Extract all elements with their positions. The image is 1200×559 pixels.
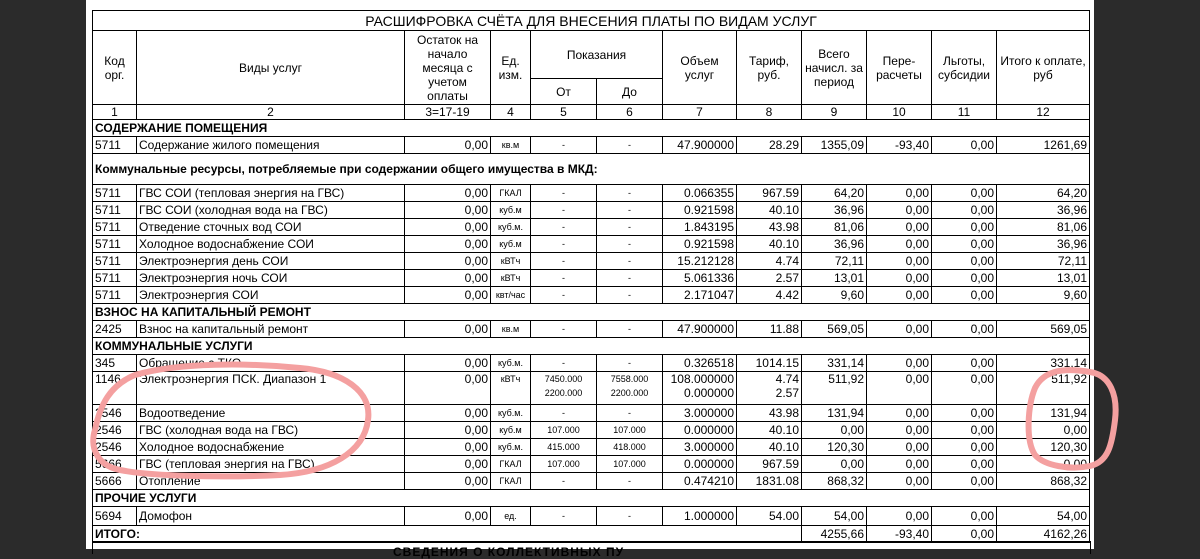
benefit-cell: 0,00 <box>932 137 997 154</box>
benefit-cell: 0,00 <box>932 355 997 372</box>
to-pay-cell: 511,92 <box>997 372 1090 405</box>
tariff-cell: 2.57 <box>737 270 802 287</box>
header-unit: Ед. изм. <box>491 31 531 105</box>
to-pay-cell: 868,32 <box>997 473 1090 490</box>
benefit-cell: 0,00 <box>932 219 997 236</box>
reading-to-line-2: 2200.000 <box>610 388 649 398</box>
column-number: 2 <box>137 105 405 120</box>
balance-cell: 0,00 <box>405 456 491 473</box>
volume-cell: 0.326518 <box>663 355 737 372</box>
service-name: ГВС (холодная вода на ГВС) <box>137 422 405 439</box>
unit-cell: квт/час <box>491 287 531 304</box>
table-row <box>93 355 1090 372</box>
reading-to: - <box>597 253 663 270</box>
reading-from: - <box>531 253 597 270</box>
benefit-cell: 0,00 <box>932 372 997 405</box>
service-name: Водоотведение <box>137 405 405 422</box>
reading-from-line-1: 7450.000 <box>544 374 583 384</box>
header-readings: Показания <box>531 31 663 79</box>
header-from: От <box>531 79 597 105</box>
service-name: Отведение сточных вод СОИ <box>137 219 405 236</box>
accrued-cell: 9,60 <box>802 287 867 304</box>
service-name: Холодное водоснабжение <box>137 439 405 456</box>
section-title: СОДЕРЖАНИЕ ПОМЕЩЕНИЯ <box>93 120 1090 137</box>
section-title: ВЗНОС НА КАПИТАЛЬНЫЙ РЕМОНТ <box>93 304 1090 321</box>
unit-cell: куб.м <box>491 422 531 439</box>
balance-cell: 0,00 <box>405 372 491 405</box>
recalc-cell: 0,00 <box>867 422 932 439</box>
to-pay-cell: 9,60 <box>997 287 1090 304</box>
accrued-cell: 81,06 <box>802 219 867 236</box>
benefit-cell: 0,00 <box>932 439 997 456</box>
section-title: КОММУНАЛЬНЫЕ УСЛУГИ <box>93 338 1090 355</box>
code-cell: 2546 <box>93 405 137 422</box>
to-pay-cell: 54,00 <box>997 507 1090 526</box>
recalc-cell: 0,00 <box>867 219 932 236</box>
to-pay-cell: 120,30 <box>997 439 1090 456</box>
balance-cell: 0,00 <box>405 270 491 287</box>
recalc-cell: 0,00 <box>867 473 932 490</box>
benefit-cell: 0,00 <box>932 321 997 338</box>
header-code: Код орг. <box>93 31 137 105</box>
unit-cell: кВТч <box>491 270 531 287</box>
service-name: Электроэнергия ПСК. Диапазон 1 <box>137 372 405 405</box>
balance-cell: 0,00 <box>405 137 491 154</box>
benefit-cell: 0,00 <box>932 422 997 439</box>
balance-cell: 0,00 <box>405 219 491 236</box>
unit-cell: куб.м. <box>491 219 531 236</box>
service-name: Обращение с ТКО <box>137 355 405 372</box>
tariff-cell: 11.88 <box>737 321 802 338</box>
balance-cell: 0,00 <box>405 253 491 270</box>
unit-cell: куб.м. <box>491 405 531 422</box>
column-number: 11 <box>932 105 997 120</box>
recalc-cell: 0,00 <box>867 456 932 473</box>
accrued-cell: 54,00 <box>802 507 867 526</box>
volume-cell: 0.000000 <box>663 422 737 439</box>
reading-to: - <box>597 507 663 526</box>
reading-from: - <box>531 185 597 202</box>
unit-cell: ГКАЛ <box>491 473 531 490</box>
volume-cell: 1.843195 <box>663 219 737 236</box>
volume-cell: 3.000000 <box>663 439 737 456</box>
reading-from: - <box>531 405 597 422</box>
section-row <box>93 154 1090 185</box>
section-row <box>93 490 1090 507</box>
next-section-header <box>92 541 1091 559</box>
header-benefits: Льготы, субсидии <box>932 31 997 105</box>
table-row <box>93 405 1090 422</box>
accrued-cell: 72,11 <box>802 253 867 270</box>
table-row <box>93 422 1090 439</box>
table-row <box>93 137 1090 154</box>
reading-from: - <box>531 270 597 287</box>
code-cell: 1146 <box>93 372 137 405</box>
unit-cell: кв.м <box>491 321 531 338</box>
recalc-cell: 0,00 <box>867 405 932 422</box>
code-cell: 2546 <box>93 422 137 439</box>
service-name: Электроэнергия день СОИ <box>137 253 405 270</box>
reading-from: 107.000 <box>531 456 597 473</box>
balance-cell: 0,00 <box>405 185 491 202</box>
column-number: 7 <box>663 105 737 120</box>
reading-from: - <box>531 355 597 372</box>
unit-cell: ГКАЛ <box>491 185 531 202</box>
balance-cell: 0,00 <box>405 287 491 304</box>
column-number: 8 <box>737 105 802 120</box>
balance-cell: 0,00 <box>405 355 491 372</box>
volume-cell: 0.474210 <box>663 473 737 490</box>
to-pay-cell: 131,94 <box>997 405 1090 422</box>
to-pay-cell: 331,14 <box>997 355 1090 372</box>
recalc-cell: -93,40 <box>867 137 932 154</box>
table-row <box>93 507 1090 526</box>
volume-cell: 3.000000 <box>663 405 737 422</box>
table-row <box>93 270 1090 287</box>
column-number: 6 <box>597 105 663 120</box>
reading-to: 418.000 <box>597 439 663 456</box>
reading-to: - <box>597 236 663 253</box>
benefit-cell: 0,00 <box>932 270 997 287</box>
tariff-cell <box>737 372 802 405</box>
recalc-cell: 0,00 <box>867 355 932 372</box>
column-number: 10 <box>867 105 932 120</box>
unit-cell: кв.м <box>491 137 531 154</box>
benefit-cell: 0,00 <box>932 287 997 304</box>
reading-from: - <box>531 219 597 236</box>
reading-to: - <box>597 270 663 287</box>
code-cell: 5711 <box>93 137 137 154</box>
to-pay-cell: 72,11 <box>997 253 1090 270</box>
tariff-cell-line-1: 4.74 <box>775 372 799 386</box>
balance-cell: 0,00 <box>405 321 491 338</box>
reading-from: - <box>531 137 597 154</box>
reading-to: 107.000 <box>597 422 663 439</box>
reading-to <box>597 372 663 405</box>
benefit-cell: 0,00 <box>932 405 997 422</box>
accrued-cell: 0,00 <box>802 456 867 473</box>
recalc-cell: 0,00 <box>867 507 932 526</box>
recalc-cell: 0,00 <box>867 372 932 405</box>
header-to-pay: Итого к оплате, руб <box>997 31 1090 105</box>
code-cell: 5711 <box>93 185 137 202</box>
billing-table <box>92 10 1090 543</box>
tariff-cell-line-2: 2.57 <box>775 386 799 400</box>
unit-cell: куб.м <box>491 236 531 253</box>
reading-to: - <box>597 355 663 372</box>
to-pay-cell: 13,01 <box>997 270 1090 287</box>
reading-from: 415.000 <box>531 439 597 456</box>
reading-to-line-1: 7558.000 <box>610 374 649 384</box>
next-section-title: СВЕДЕНИЯ О КОЛЛЕКТИВНЫХ ПУ <box>393 545 625 559</box>
column-number: 5 <box>531 105 597 120</box>
balance-cell: 0,00 <box>405 507 491 526</box>
accrued-cell: 13,01 <box>802 270 867 287</box>
reading-to: - <box>597 185 663 202</box>
tariff-cell: 40.10 <box>737 422 802 439</box>
service-name: ГВС СОИ (тепловая энергия на ГВС) <box>137 185 405 202</box>
reading-to: 107.000 <box>597 456 663 473</box>
column-number: 12 <box>997 105 1090 120</box>
tariff-cell: 40.10 <box>737 236 802 253</box>
tariff-cell: 4.42 <box>737 287 802 304</box>
header-recalc: Пере- расчеты <box>867 31 932 105</box>
accrued-cell: 131,94 <box>802 405 867 422</box>
to-pay-cell: 1261,69 <box>997 137 1090 154</box>
code-cell: 5711 <box>93 202 137 219</box>
volume-cell: 0.000000 <box>663 456 737 473</box>
table-row <box>93 236 1090 253</box>
service-name: ГВС (тепловая энергия на ГВС) <box>137 456 405 473</box>
accrued-cell: 1355,09 <box>802 137 867 154</box>
reading-from: - <box>531 202 597 219</box>
table-row <box>93 372 1090 405</box>
unit-cell: кВТч <box>491 372 531 405</box>
reading-from: - <box>531 473 597 490</box>
code-cell: 5711 <box>93 219 137 236</box>
header-service: Виды услуг <box>137 31 405 105</box>
reading-to: - <box>597 321 663 338</box>
total-benefit: 0,00 <box>932 526 997 543</box>
to-pay-cell: 36,96 <box>997 236 1090 253</box>
volume-cell-line-2: 0.000000 <box>683 386 734 400</box>
unit-cell: куб.м <box>491 202 531 219</box>
code-cell: 5666 <box>93 473 137 490</box>
volume-cell: 2.171047 <box>663 287 737 304</box>
benefit-cell: 0,00 <box>932 456 997 473</box>
recalc-cell: 0,00 <box>867 202 932 219</box>
reading-to: - <box>597 405 663 422</box>
section-title: Коммунальные ресурсы, потребляемые при содержании общего имущества в МКД: <box>93 154 1090 185</box>
volume-cell: 15.212128 <box>663 253 737 270</box>
section-row <box>93 120 1090 137</box>
total-accrued: 4255,66 <box>802 526 867 543</box>
benefit-cell: 0,00 <box>932 202 997 219</box>
header-accrued: Всего начисл. за период <box>802 31 867 105</box>
reading-to: - <box>597 287 663 304</box>
recalc-cell: 0,00 <box>867 439 932 456</box>
reading-from-line-2: 2200.000 <box>544 388 583 398</box>
accrued-cell: 511,92 <box>802 372 867 405</box>
recalc-cell: 0,00 <box>867 321 932 338</box>
volume-cell: 47.900000 <box>663 321 737 338</box>
unit-cell: ГКАЛ <box>491 456 531 473</box>
accrued-cell: 64,20 <box>802 185 867 202</box>
benefit-cell: 0,00 <box>932 507 997 526</box>
tariff-cell: 4.74 <box>737 253 802 270</box>
table-row <box>93 287 1090 304</box>
recalc-cell: 0,00 <box>867 185 932 202</box>
volume-cell: 1.000000 <box>663 507 737 526</box>
accrued-cell: 36,96 <box>802 202 867 219</box>
accrued-cell: 0,00 <box>802 422 867 439</box>
header-volume: Объем услуг <box>663 31 737 105</box>
tariff-cell: 28.29 <box>737 137 802 154</box>
reading-from: - <box>531 287 597 304</box>
table-row <box>93 321 1090 338</box>
reading-from: - <box>531 321 597 338</box>
table-row <box>93 202 1090 219</box>
balance-cell: 0,00 <box>405 202 491 219</box>
section-row <box>93 304 1090 321</box>
code-cell: 5694 <box>93 507 137 526</box>
code-cell: 345 <box>93 355 137 372</box>
tariff-cell: 1831.08 <box>737 473 802 490</box>
service-name: ГВС СОИ (холодная вода на ГВС) <box>137 202 405 219</box>
benefit-cell: 0,00 <box>932 253 997 270</box>
unit-cell: кВТч <box>491 253 531 270</box>
total-row <box>93 526 1090 543</box>
tariff-cell: 43.98 <box>737 219 802 236</box>
service-name: Электроэнергия ночь СОИ <box>137 270 405 287</box>
table-row <box>93 185 1090 202</box>
recalc-cell: 0,00 <box>867 253 932 270</box>
balance-cell: 0,00 <box>405 439 491 456</box>
reading-from: - <box>531 507 597 526</box>
to-pay-cell: 81,06 <box>997 219 1090 236</box>
volume-cell: 5.061336 <box>663 270 737 287</box>
table-title: РАСШИФРОВКА СЧЁТА ДЛЯ ВНЕСЕНИЯ ПЛАТЫ ПО ВИДАМ УСЛУГ <box>93 11 1090 31</box>
balance-cell: 0,00 <box>405 422 491 439</box>
service-name: Взнос на капитальный ремонт <box>137 321 405 338</box>
total-recalc: -93,40 <box>867 526 932 543</box>
reading-to: - <box>597 219 663 236</box>
balance-cell: 0,00 <box>405 473 491 490</box>
column-number: 3=17-19 <box>405 105 491 120</box>
recalc-cell: 0,00 <box>867 287 932 304</box>
tariff-cell: 54.00 <box>737 507 802 526</box>
service-name: Холодное водоснабжение СОИ <box>137 236 405 253</box>
to-pay-cell: 36,96 <box>997 202 1090 219</box>
code-cell: 5711 <box>93 236 137 253</box>
unit-cell: ед. <box>491 507 531 526</box>
total-to-pay: 4162,26 <box>997 526 1090 543</box>
header-balance: Остаток на начало месяца с учетом оплаты <box>405 31 491 105</box>
service-name: Электроэнергия СОИ <box>137 287 405 304</box>
volume-cell-line-1: 108.000000 <box>670 372 734 386</box>
volume-cell: 47.900000 <box>663 137 737 154</box>
service-name: Домофон <box>137 507 405 526</box>
table-row <box>93 473 1090 490</box>
header-tariff: Тариф, руб. <box>737 31 802 105</box>
reading-to: - <box>597 473 663 490</box>
accrued-cell: 36,96 <box>802 236 867 253</box>
code-cell: 5711 <box>93 253 137 270</box>
header-to: До <box>597 79 663 105</box>
table-row <box>93 439 1090 456</box>
unit-cell: куб.м. <box>491 439 531 456</box>
benefit-cell: 0,00 <box>932 185 997 202</box>
accrued-cell: 569,05 <box>802 321 867 338</box>
volume-cell: 0.921598 <box>663 236 737 253</box>
code-cell: 5711 <box>93 270 137 287</box>
section-title: ПРОЧИЕ УСЛУГИ <box>93 490 1090 507</box>
reading-from: 107.000 <box>531 422 597 439</box>
volume-cell: 0.066355 <box>663 185 737 202</box>
balance-cell: 0,00 <box>405 236 491 253</box>
tariff-cell: 43.98 <box>737 405 802 422</box>
accrued-cell: 120,30 <box>802 439 867 456</box>
table-row <box>93 456 1090 473</box>
code-cell: 5666 <box>93 456 137 473</box>
accrued-cell: 331,14 <box>802 355 867 372</box>
column-number: 4 <box>491 105 531 120</box>
accrued-cell: 868,32 <box>802 473 867 490</box>
reading-from <box>531 372 597 405</box>
reading-to: - <box>597 202 663 219</box>
table-row <box>93 219 1090 236</box>
tariff-cell: 967.59 <box>737 185 802 202</box>
benefit-cell: 0,00 <box>932 236 997 253</box>
reading-to: - <box>597 137 663 154</box>
reading-from: - <box>531 236 597 253</box>
service-name: Отопление <box>137 473 405 490</box>
to-pay-cell: 569,05 <box>997 321 1090 338</box>
recalc-cell: 0,00 <box>867 270 932 287</box>
column-number: 1 <box>93 105 137 120</box>
balance-cell: 0,00 <box>405 405 491 422</box>
tariff-cell: 967.59 <box>737 456 802 473</box>
total-label: ИТОГО: <box>93 526 802 543</box>
code-cell: 2425 <box>93 321 137 338</box>
volume-cell <box>663 372 737 405</box>
unit-cell: куб.м. <box>491 355 531 372</box>
tariff-cell: 1014.15 <box>737 355 802 372</box>
code-cell: 2546 <box>93 439 137 456</box>
to-pay-cell: 0,00 <box>997 422 1090 439</box>
code-cell: 5711 <box>93 287 137 304</box>
to-pay-cell: 64,20 <box>997 185 1090 202</box>
benefit-cell: 0,00 <box>932 473 997 490</box>
column-number: 9 <box>802 105 867 120</box>
volume-cell: 0.921598 <box>663 202 737 219</box>
table-row <box>93 253 1090 270</box>
tariff-cell: 40.10 <box>737 202 802 219</box>
service-name: Содержание жилого помещения <box>137 137 405 154</box>
tariff-cell: 40.10 <box>737 439 802 456</box>
recalc-cell: 0,00 <box>867 236 932 253</box>
to-pay-cell: 0,00 <box>997 456 1090 473</box>
section-row <box>93 338 1090 355</box>
